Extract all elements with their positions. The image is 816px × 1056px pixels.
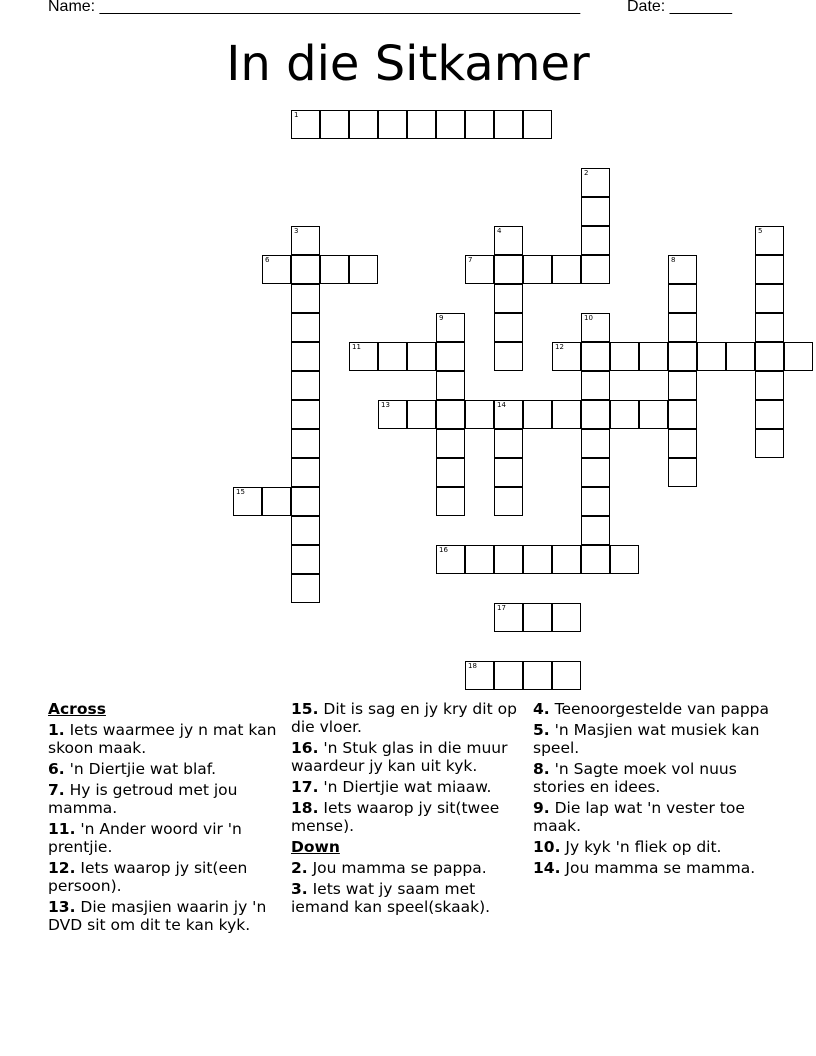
clue-number: 14 bbox=[497, 401, 506, 409]
clue-text: Dit is sag en jy kry dit op die vloer. bbox=[291, 700, 517, 736]
across-clue bbox=[48, 859, 288, 895]
grid-cell[interactable] bbox=[262, 487, 291, 516]
clue-number-label: 11. bbox=[48, 820, 76, 838]
grid-cell[interactable] bbox=[378, 400, 407, 429]
grid-cell[interactable] bbox=[726, 342, 755, 371]
grid-cell[interactable] bbox=[639, 342, 668, 371]
across-clue bbox=[48, 898, 288, 934]
clue-number-label: 2. bbox=[291, 859, 308, 877]
clue-number: 18 bbox=[468, 662, 477, 670]
down-clue bbox=[533, 799, 773, 835]
grid-cell[interactable] bbox=[378, 342, 407, 371]
down-heading: Down bbox=[291, 838, 340, 856]
grid-cell[interactable] bbox=[465, 661, 494, 690]
clue-number: 11 bbox=[352, 343, 361, 351]
grid-cell[interactable] bbox=[291, 400, 320, 429]
grid-cell[interactable] bbox=[291, 429, 320, 458]
grid-cell[interactable] bbox=[581, 400, 610, 429]
grid-cell[interactable] bbox=[494, 487, 523, 516]
grid-cell[interactable] bbox=[755, 371, 784, 400]
grid-cell[interactable] bbox=[697, 342, 726, 371]
down-clue bbox=[291, 880, 523, 916]
grid-cell[interactable] bbox=[291, 574, 320, 603]
clue-number: 5 bbox=[758, 227, 763, 235]
grid-cell[interactable] bbox=[494, 603, 523, 632]
grid-cell[interactable] bbox=[407, 110, 436, 139]
clue-number-label: 7. bbox=[48, 781, 65, 799]
grid-cell[interactable] bbox=[523, 400, 552, 429]
grid-cell[interactable] bbox=[291, 313, 320, 342]
clue-number-label: 6. bbox=[48, 760, 65, 778]
page-title: In die Sitkamer bbox=[226, 36, 590, 92]
grid-cell[interactable] bbox=[436, 487, 465, 516]
grid-cell[interactable] bbox=[494, 429, 523, 458]
clue-text: Die lap wat 'n vester toe maak. bbox=[533, 799, 745, 835]
clue-text: Iets waarop jy sit(een persoon). bbox=[48, 859, 248, 895]
down-clue bbox=[533, 721, 773, 757]
grid-cell[interactable] bbox=[668, 458, 697, 487]
grid-cell[interactable] bbox=[349, 255, 378, 284]
grid-cell[interactable] bbox=[436, 110, 465, 139]
clue-text: 'n Ander woord vir 'n prentjie. bbox=[48, 820, 242, 856]
clue-number-label: 1. bbox=[48, 721, 65, 739]
grid-cell[interactable] bbox=[668, 313, 697, 342]
grid-cell[interactable] bbox=[581, 371, 610, 400]
grid-cell[interactable] bbox=[755, 400, 784, 429]
clue-number: 8 bbox=[671, 256, 676, 264]
grid-cell[interactable] bbox=[291, 458, 320, 487]
across-clue-list bbox=[48, 721, 288, 934]
grid-cell[interactable] bbox=[494, 284, 523, 313]
grid-cell[interactable] bbox=[755, 429, 784, 458]
across-clue bbox=[291, 700, 523, 736]
clue-text: Jou mamma se mamma. bbox=[560, 859, 756, 877]
grid-cell[interactable] bbox=[407, 400, 436, 429]
grid-cell[interactable] bbox=[581, 516, 610, 545]
across-clue-list-continued bbox=[291, 700, 523, 835]
clue-text: 'n Stuk glas in die muur waardeur jy kan uit kyk. bbox=[291, 739, 508, 775]
grid-cell[interactable] bbox=[610, 400, 639, 429]
clue-number-label: 8. bbox=[533, 760, 550, 778]
down-clue bbox=[533, 700, 773, 718]
grid-cell[interactable] bbox=[291, 342, 320, 371]
clue-text: Hy is getroud met jou mamma. bbox=[48, 781, 238, 817]
clue-text: 'n Sagte moek vol nuus stories en idees. bbox=[533, 760, 737, 796]
clue-text: Iets waarmee jy n mat kan skoon maak. bbox=[48, 721, 277, 757]
grid-cell[interactable] bbox=[581, 313, 610, 342]
grid-cell[interactable] bbox=[320, 110, 349, 139]
clue-number-label: 18. bbox=[291, 799, 319, 817]
across-clue bbox=[291, 778, 523, 796]
grid-cell[interactable] bbox=[291, 110, 320, 139]
clue-text: 'n Diertjie wat blaf. bbox=[64, 760, 217, 778]
grid-cell[interactable] bbox=[668, 255, 697, 284]
grid-cell[interactable] bbox=[494, 661, 523, 690]
grid-cell[interactable] bbox=[581, 487, 610, 516]
across-clue bbox=[48, 781, 288, 817]
clue-number-label: 9. bbox=[533, 799, 550, 817]
grid-cell[interactable] bbox=[291, 545, 320, 574]
grid-cell[interactable] bbox=[494, 342, 523, 371]
clue-number: 12 bbox=[555, 343, 564, 351]
grid-cell[interactable] bbox=[494, 226, 523, 255]
down-clue-list-continued bbox=[533, 700, 773, 877]
clues-column-1 bbox=[48, 700, 288, 937]
clue-text: 'n Diertjie wat miaaw. bbox=[318, 778, 492, 796]
grid-cell[interactable] bbox=[552, 400, 581, 429]
grid-cell[interactable] bbox=[523, 110, 552, 139]
grid-cell[interactable] bbox=[291, 516, 320, 545]
grid-cell[interactable] bbox=[494, 458, 523, 487]
grid-cell[interactable] bbox=[552, 255, 581, 284]
grid-cell[interactable] bbox=[349, 342, 378, 371]
grid-cell[interactable] bbox=[465, 400, 494, 429]
grid-cell[interactable] bbox=[378, 110, 407, 139]
grid-cell[interactable] bbox=[581, 429, 610, 458]
clue-number-label: 12. bbox=[48, 859, 76, 877]
grid-cell[interactable] bbox=[349, 110, 378, 139]
grid-cell[interactable] bbox=[755, 226, 784, 255]
clue-number: 7 bbox=[468, 256, 473, 264]
grid-cell[interactable] bbox=[639, 400, 668, 429]
grid-cell[interactable] bbox=[581, 458, 610, 487]
grid-cell[interactable] bbox=[291, 487, 320, 516]
grid-cell[interactable] bbox=[668, 342, 697, 371]
grid-cell[interactable] bbox=[407, 342, 436, 371]
clue-text: Iets wat jy saam met iemand kan speel(skaak). bbox=[291, 880, 491, 916]
clue-number-label: 3. bbox=[291, 880, 308, 898]
grid-cell[interactable] bbox=[291, 284, 320, 313]
grid-cell[interactable] bbox=[436, 371, 465, 400]
down-clue bbox=[533, 838, 773, 856]
grid-cell[interactable] bbox=[465, 255, 494, 284]
grid-cell[interactable] bbox=[755, 342, 784, 371]
grid-cell[interactable] bbox=[581, 197, 610, 226]
grid-cell[interactable] bbox=[552, 603, 581, 632]
clue-number-label: 14. bbox=[533, 859, 561, 877]
name-field-label: Name: ______________________________________________________ bbox=[48, 0, 581, 15]
grid-cell[interactable] bbox=[755, 255, 784, 284]
grid-cell[interactable] bbox=[494, 400, 523, 429]
across-clue bbox=[291, 739, 523, 775]
grid-cell[interactable] bbox=[436, 545, 465, 574]
grid-cell[interactable] bbox=[581, 168, 610, 197]
grid-cell[interactable] bbox=[668, 284, 697, 313]
clue-number: 1 bbox=[294, 111, 299, 119]
grid-cell[interactable] bbox=[552, 545, 581, 574]
clue-number-label: 10. bbox=[533, 838, 561, 856]
clue-number: 15 bbox=[236, 488, 245, 496]
grid-cell[interactable] bbox=[320, 255, 349, 284]
grid-cell[interactable] bbox=[668, 400, 697, 429]
clue-number: 3 bbox=[294, 227, 299, 235]
down-clue bbox=[533, 859, 773, 877]
clue-text: Teenoorgestelde van pappa bbox=[549, 700, 770, 718]
grid-cell[interactable] bbox=[581, 226, 610, 255]
down-clue bbox=[291, 859, 523, 877]
clue-number: 10 bbox=[584, 314, 593, 322]
grid-cell[interactable] bbox=[291, 226, 320, 255]
clue-number: 16 bbox=[439, 546, 448, 554]
grid-cell[interactable] bbox=[552, 661, 581, 690]
across-clue bbox=[48, 760, 288, 778]
clue-text: Jy kyk 'n fliek op dit. bbox=[560, 838, 722, 856]
grid-cell[interactable] bbox=[668, 371, 697, 400]
grid-cell[interactable] bbox=[523, 545, 552, 574]
grid-cell[interactable] bbox=[523, 255, 552, 284]
across-heading: Across bbox=[48, 700, 106, 718]
clue-number: 4 bbox=[497, 227, 502, 235]
grid-cell[interactable] bbox=[523, 603, 552, 632]
grid-cell[interactable] bbox=[436, 313, 465, 342]
clue-number: 17 bbox=[497, 604, 506, 612]
clues-column-2 bbox=[291, 700, 523, 919]
clue-text: Die masjien waarin jy 'n DVD sit om dit te kan kyk. bbox=[48, 898, 267, 934]
grid-cell[interactable] bbox=[494, 110, 523, 139]
down-clue bbox=[533, 760, 773, 796]
grid-cell[interactable] bbox=[436, 429, 465, 458]
across-clue bbox=[48, 820, 288, 856]
grid-cell[interactable] bbox=[581, 255, 610, 284]
clue-text: Iets waarop jy sit(twee mense). bbox=[291, 799, 500, 835]
grid-cell[interactable] bbox=[610, 545, 639, 574]
down-clue-list bbox=[291, 859, 523, 916]
grid-cell[interactable] bbox=[436, 458, 465, 487]
grid-cell[interactable] bbox=[668, 429, 697, 458]
grid-cell[interactable] bbox=[233, 487, 262, 516]
clue-number: 6 bbox=[265, 256, 270, 264]
clue-number-label: 16. bbox=[291, 739, 319, 757]
across-clue bbox=[291, 799, 523, 835]
clue-number: 13 bbox=[381, 401, 390, 409]
grid-cell[interactable] bbox=[262, 255, 291, 284]
grid-cell[interactable] bbox=[610, 342, 639, 371]
grid-cell[interactable] bbox=[494, 255, 523, 284]
clue-number: 9 bbox=[439, 314, 444, 322]
grid-cell[interactable] bbox=[436, 400, 465, 429]
grid-cell[interactable] bbox=[291, 255, 320, 284]
clue-text: 'n Masjien wat musiek kan speel. bbox=[533, 721, 760, 757]
grid-cell[interactable] bbox=[494, 313, 523, 342]
grid-cell[interactable] bbox=[465, 110, 494, 139]
date-field-label: Date: _______ bbox=[627, 0, 732, 15]
clue-number-label: 13. bbox=[48, 898, 76, 916]
clues-column-3 bbox=[533, 700, 773, 880]
grid-cell[interactable] bbox=[755, 284, 784, 313]
grid-cell[interactable] bbox=[465, 545, 494, 574]
grid-cell[interactable] bbox=[581, 342, 610, 371]
clue-text: Jou mamma se pappa. bbox=[307, 859, 487, 877]
clue-number-label: 4. bbox=[533, 700, 550, 718]
clue-number-label: 15. bbox=[291, 700, 319, 718]
grid-cell[interactable] bbox=[291, 371, 320, 400]
across-clue bbox=[48, 721, 288, 757]
grid-cell[interactable] bbox=[494, 545, 523, 574]
grid-cell[interactable] bbox=[581, 545, 610, 574]
clue-number: 2 bbox=[584, 169, 589, 177]
clue-number-label: 5. bbox=[533, 721, 550, 739]
clue-number-label: 17. bbox=[291, 778, 319, 796]
grid-cell[interactable] bbox=[523, 661, 552, 690]
grid-cell[interactable] bbox=[784, 342, 813, 371]
grid-cell[interactable] bbox=[755, 313, 784, 342]
grid-cell[interactable] bbox=[436, 342, 465, 371]
grid-cell[interactable] bbox=[552, 342, 581, 371]
